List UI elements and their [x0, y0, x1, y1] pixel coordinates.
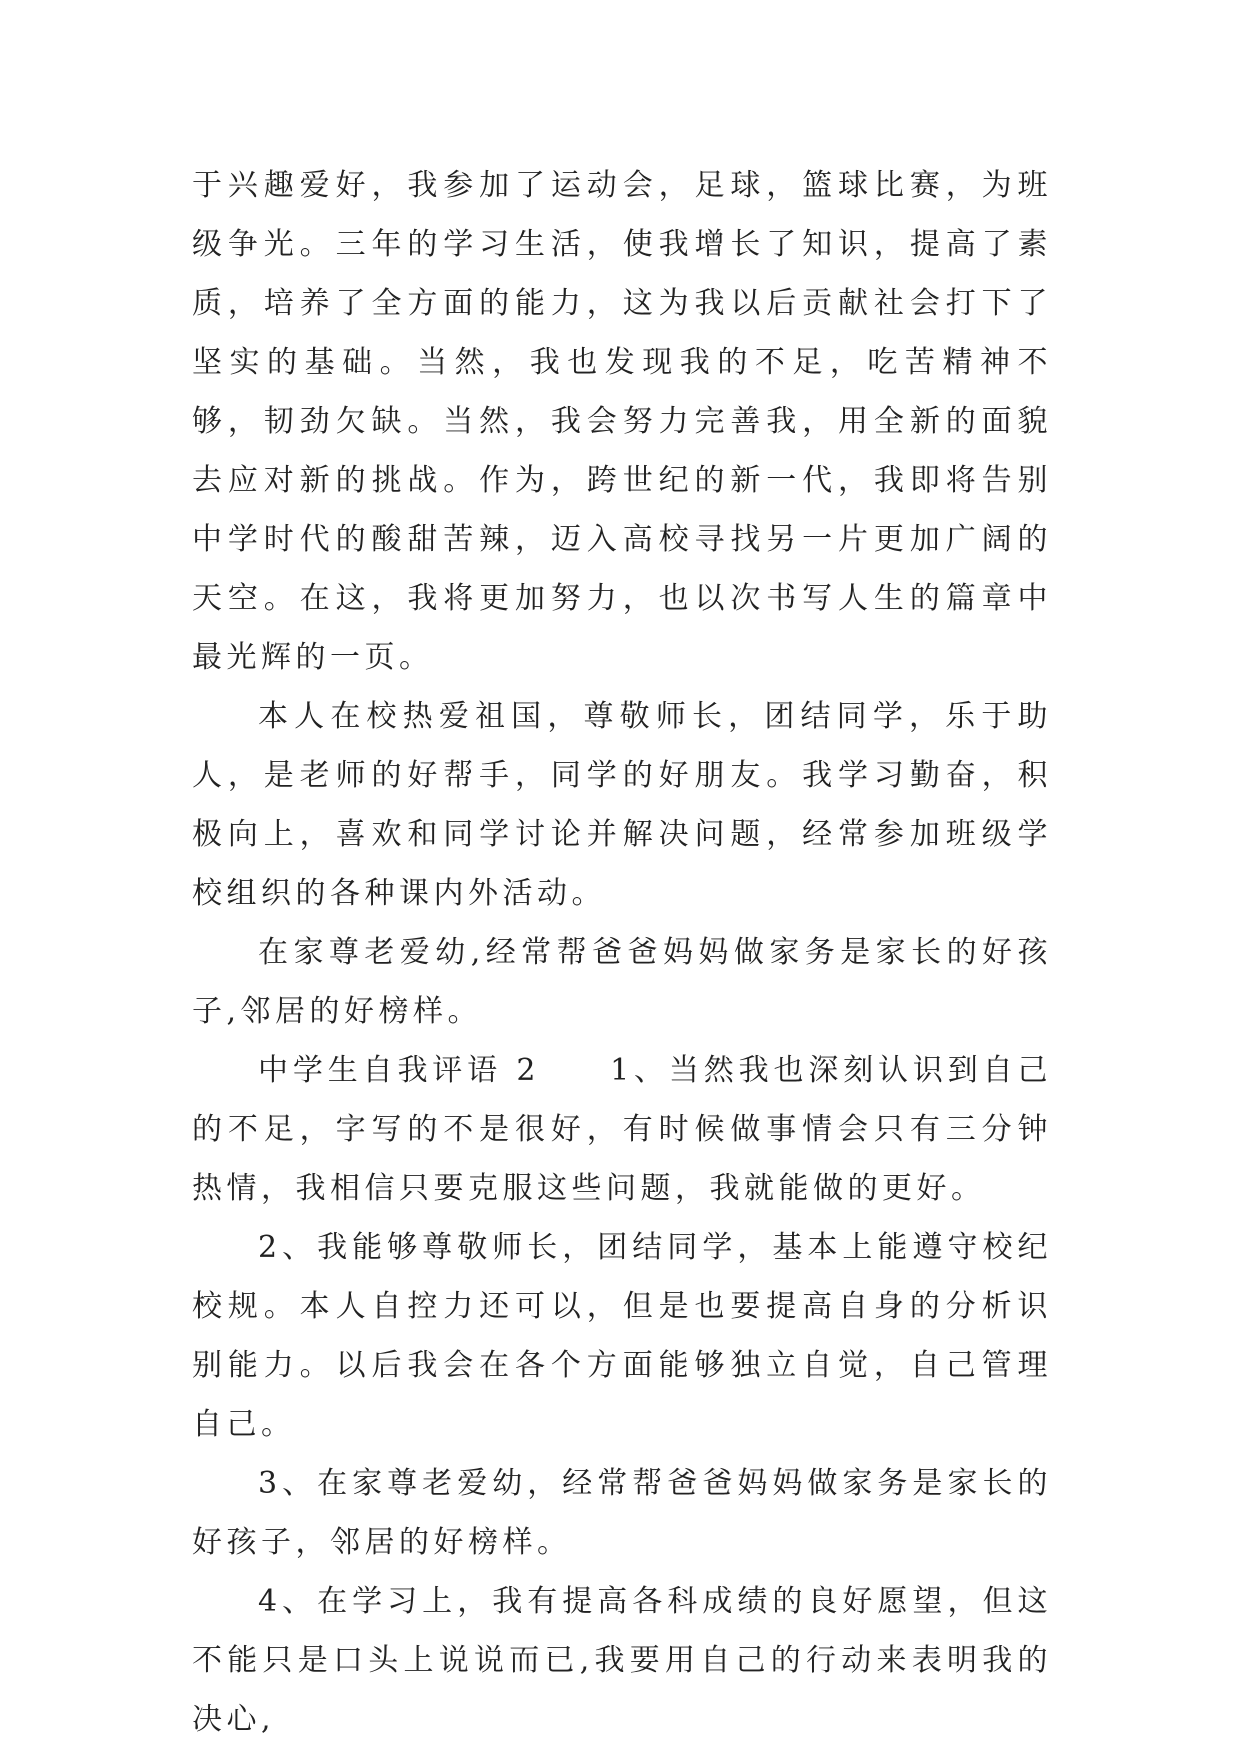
paragraph-item-4: 4、在学习上，我有提高各科成绩的良好愿望，但这不能只是口头上说说而已,我要用自己的行动来表明我的决心, [192, 1584, 1052, 1737]
paragraph-home-conduct: 在家尊老爱幼,经常帮爸爸妈妈做家务是家长的好孩子,邻居的好榜样。 [192, 935, 1052, 1029]
paragraph-school-conduct: 本人在校热爱祖国，尊敬师长，团结同学，乐于助人，是老师的好帮手，同学的好朋友。我学习勤奋，积极向上，喜欢和同学讨论并解决问题，经常参加班级学校组织的各种课内外活动。 [192, 699, 1052, 911]
paragraph-self-evaluation-2: 中学生自我评语 2 1、当然我也深刻认识到自己的不足，字写的不是很好，有时候做事情会只有三分钟热情，我相信只要克服这些问题，我就能做的更好。 [192, 1053, 1052, 1206]
paragraph-item-3: 3、在家尊老爱幼，经常帮爸爸妈妈做家务是家长的好孩子，邻居的好榜样。 [192, 1466, 1052, 1560]
document-body [192, 156, 1052, 1749]
paragraph-continuation: 于兴趣爱好，我参加了运动会，足球，篮球比赛，为班级争光。三年的学习生活，使我增长了知识，提高了素质，培养了全方面的能力，这为我以后贡献社会打下了坚实的基础。当然，我也发现我的不足，吃苦精神不够，韧劲欠缺。当然，我会努力完善我，用全新的面貌去应对新的挑战。作为，跨世纪的新一代，我即将告别中学时代的酸甜苦辣，迈入高校寻找另一片更加广阔的天空。在这，我将更加努力，也以次书写人生的篇章中最光辉的一页。 [192, 168, 1052, 675]
paragraph-item-2: 2、我能够尊敬师长，团结同学，基本上能遵守校纪校规。本人自控力还可以，但是也要提高自身的分析识别能力。以后我会在各个方面能够独立自觉，自己管理自己。 [192, 1230, 1052, 1442]
